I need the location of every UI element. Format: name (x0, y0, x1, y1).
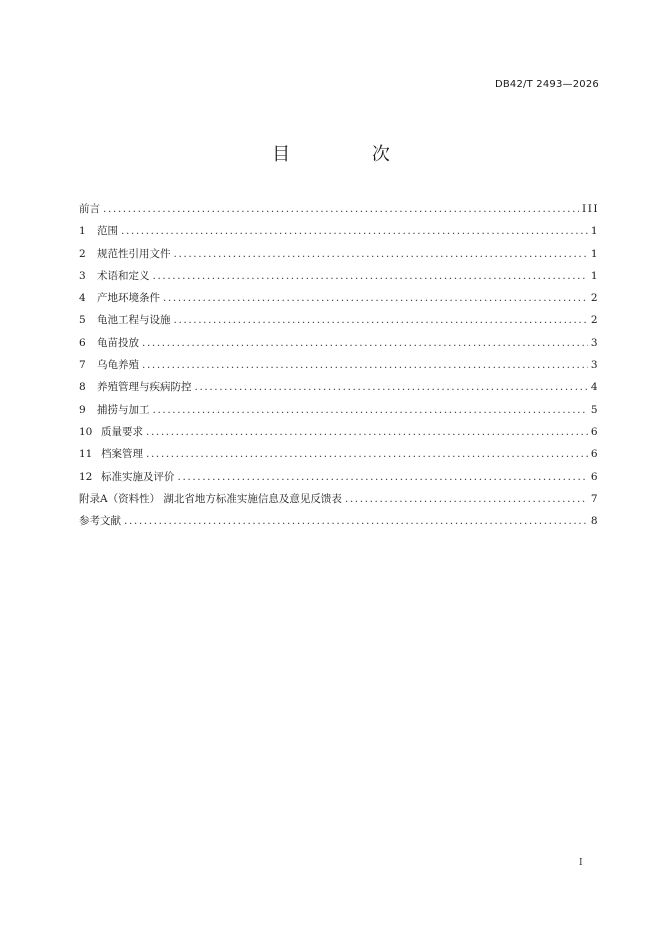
toc-entry-label: 乌龟养殖 (97, 359, 139, 372)
toc-entry-10[interactable] (79, 424, 599, 446)
toc-entry-label: 术语和定义 (97, 269, 150, 282)
toc-entry-number: 2 (79, 247, 86, 260)
toc-entry-page: 6 (590, 425, 599, 438)
toc-entry-page: 8 (590, 515, 599, 528)
toc-entry-page: 6 (590, 470, 599, 483)
toc-entry-label: 龟苗投放 (97, 336, 139, 349)
toc-entry-label: 捕捞与加工 (97, 403, 150, 416)
toc-entry-page: 3 (590, 336, 599, 349)
toc-entry-page: III (582, 203, 599, 215)
toc-entry-label: 产地环境条件 (97, 292, 160, 305)
toc-leader-dots (153, 268, 588, 284)
toc-entry-label: 质量要求 (101, 425, 143, 438)
toc-entry-label: 附录A（资料性） 湖北省地方标准实施信息及意见反馈表 (79, 492, 342, 505)
toc-leader-dots (174, 312, 588, 328)
toc-entry-label: 前言 (79, 203, 100, 215)
document-code: DB42/T 2493—2026 (494, 79, 599, 90)
toc-entry-page: 7 (590, 492, 599, 505)
toc-entry-page: 2 (590, 292, 599, 305)
toc-leader-dots (345, 491, 588, 507)
toc-entry-1[interactable] (79, 223, 599, 245)
toc-entry-label: 龟池工程与设施 (97, 314, 171, 327)
toc-entry-page: 2 (590, 314, 599, 327)
toc-entry-number: 1 (79, 225, 86, 238)
toc-entry-page: 5 (590, 403, 599, 416)
toc-leader-dots (153, 402, 588, 418)
toc-leader-dots (121, 223, 588, 239)
toc-leader-dots (174, 246, 588, 262)
toc-leader-dots (178, 469, 588, 485)
toc-entry-number: 5 (79, 314, 86, 327)
toc-entry-11[interactable] (79, 446, 599, 468)
toc-entry-3[interactable] (79, 268, 599, 290)
toc-entry-6[interactable] (79, 335, 599, 357)
toc-entry-number: 6 (79, 336, 86, 349)
toc-entry-number: 8 (79, 381, 86, 394)
toc-entry-number: 12 (79, 470, 93, 483)
toc-entry-label: 档案管理 (101, 448, 143, 461)
toc-list (79, 201, 599, 535)
toc-leader-dots (103, 201, 579, 217)
toc-entry-page: 1 (590, 247, 599, 260)
toc-entry-label: 养殖管理与疾病防控 (97, 381, 192, 394)
toc-entry-4[interactable] (79, 290, 599, 312)
toc-entry-8[interactable] (79, 379, 599, 401)
toc-entry-number: 10 (79, 425, 93, 438)
toc-entry-number: 9 (79, 403, 86, 416)
toc-entry-page: 3 (590, 359, 599, 372)
page-number: I (579, 858, 583, 868)
toc-entry-number: 11 (79, 448, 93, 461)
toc-leader-dots (146, 424, 588, 440)
toc-leader-dots (146, 446, 588, 462)
toc-leader-dots (124, 513, 588, 529)
toc-title: 目 次 (272, 144, 428, 165)
toc-entry-7[interactable] (79, 357, 599, 379)
toc-leader-dots (142, 335, 588, 351)
toc-entry-page: 4 (590, 381, 599, 394)
toc-entry-foreword[interactable] (79, 201, 599, 223)
toc-entry-appendix-a[interactable] (79, 491, 599, 513)
toc-entry-label: 规范性引用文件 (97, 247, 171, 260)
toc-entry-12[interactable] (79, 469, 599, 491)
toc-entry-references[interactable] (79, 513, 599, 535)
toc-entry-number: 4 (79, 292, 86, 305)
toc-leader-dots (163, 290, 588, 306)
toc-entry-9[interactable] (79, 402, 599, 424)
toc-entry-number: 7 (79, 359, 86, 372)
toc-entry-label: 标准实施及评价 (101, 470, 175, 483)
toc-entry-2[interactable] (79, 246, 599, 268)
toc-entry-page: 1 (590, 225, 599, 238)
toc-entry-label: 范围 (97, 225, 118, 238)
toc-entry-page: 1 (590, 269, 599, 282)
toc-entry-page: 6 (590, 448, 599, 461)
toc-leader-dots (195, 379, 588, 395)
toc-entry-5[interactable] (79, 312, 599, 334)
toc-entry-number: 3 (79, 269, 86, 282)
toc-leader-dots (142, 357, 588, 373)
toc-entry-label: 参考文献 (79, 515, 121, 528)
